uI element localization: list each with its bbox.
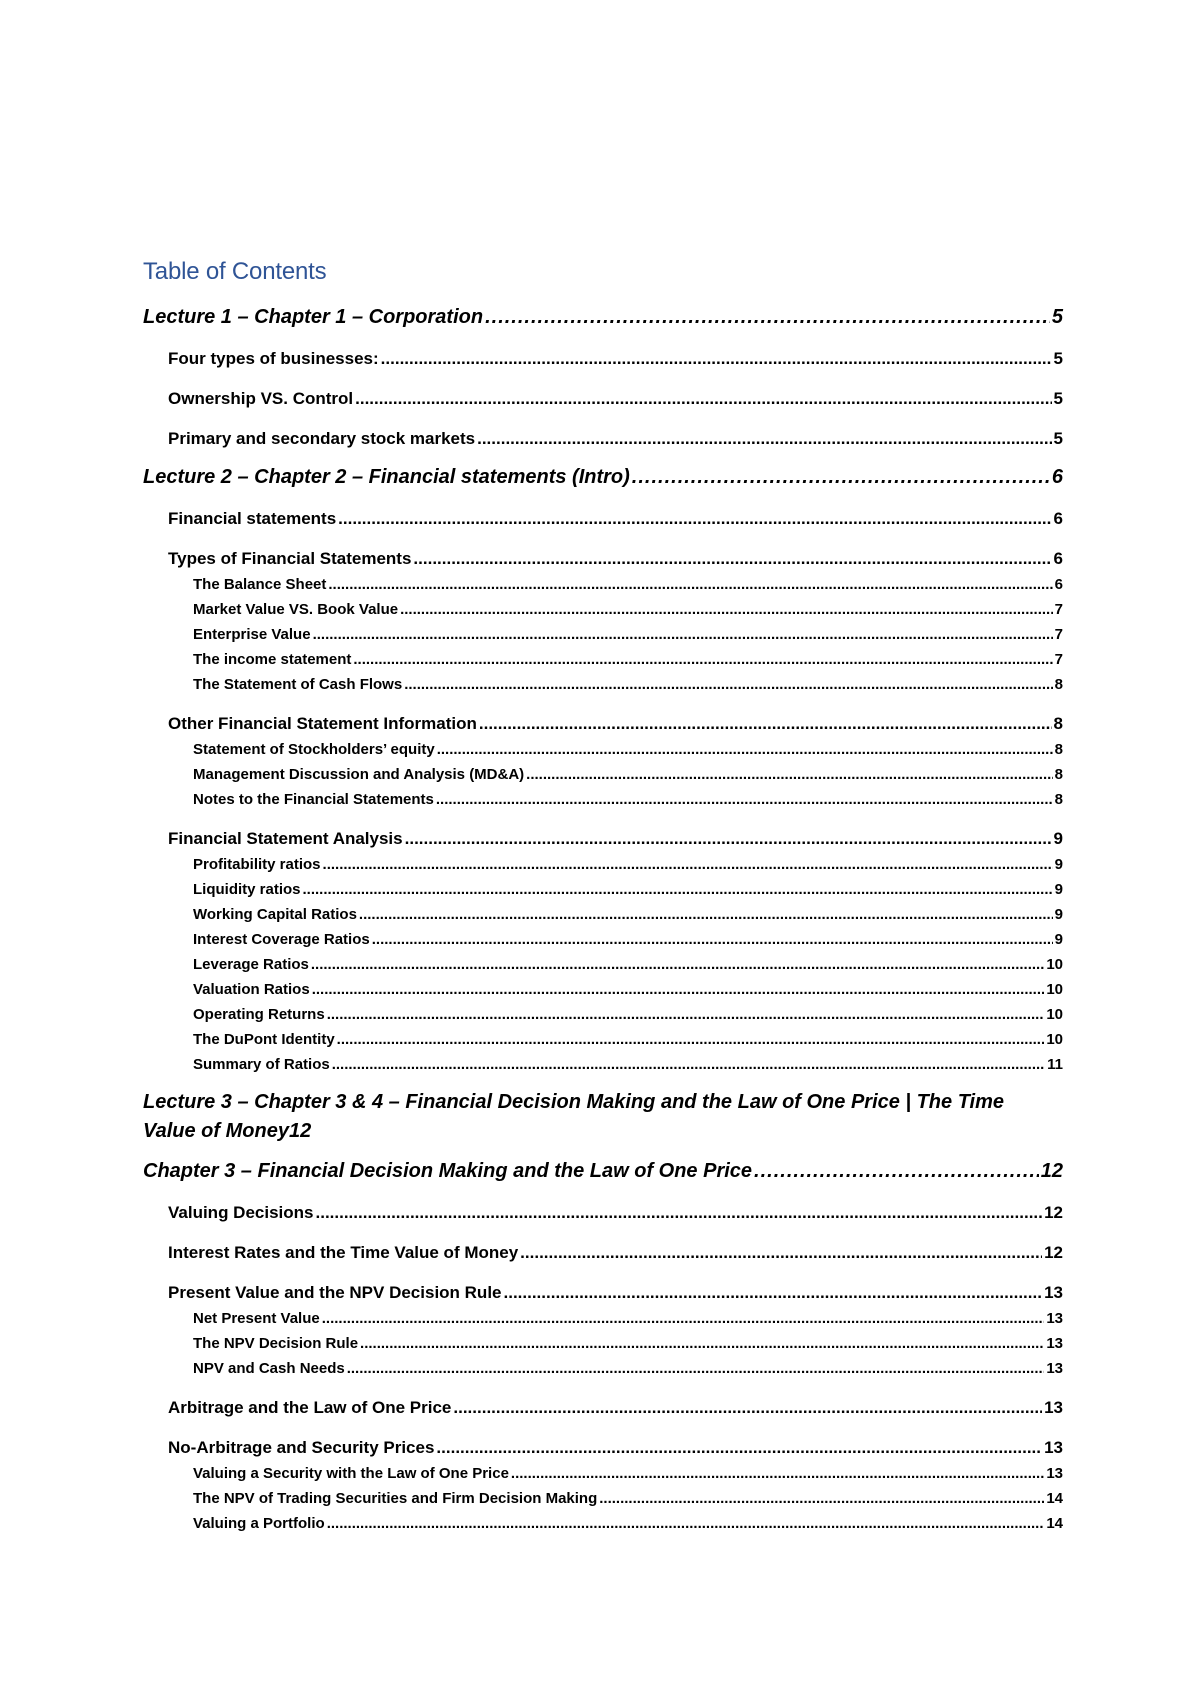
- dot-leader: [404, 672, 1052, 697]
- toc-page-number: 13: [1044, 1398, 1063, 1417]
- dot-leader: [485, 303, 1050, 332]
- toc-entry-text-continued: Value of Money: [143, 1120, 289, 1142]
- toc-entry-text: Financial Statement Analysis: [168, 829, 403, 848]
- toc-entry-valuing-decisions[interactable]: [168, 1200, 1063, 1226]
- toc-entry-text: The Balance Sheet: [193, 576, 327, 593]
- toc-entry-net-present-value[interactable]: [193, 1306, 1063, 1331]
- toc-page-number: 8: [1054, 791, 1063, 808]
- toc-entry-text: Operating Returns: [193, 1006, 325, 1023]
- dot-leader: [332, 1052, 1045, 1077]
- toc-page-number: 5: [1053, 429, 1063, 448]
- toc-entry-no-arbitrage[interactable]: [168, 1435, 1063, 1461]
- toc-entry-present-value[interactable]: [168, 1280, 1063, 1306]
- toc-entry-chapter-3[interactable]: [143, 1157, 1063, 1186]
- toc-page-number: 14: [1046, 1490, 1063, 1507]
- toc-page-number: 8: [1054, 741, 1063, 758]
- toc-page-number: 13: [1046, 1360, 1063, 1377]
- toc-entry-text: Liquidity ratios: [193, 881, 301, 898]
- toc-entry-text: The income statement: [193, 651, 352, 668]
- toc-page-number: 10: [1046, 956, 1063, 973]
- toc-entry-text: Working Capital Ratios: [193, 906, 357, 923]
- toc-page-number: 5: [1053, 389, 1063, 408]
- dot-leader: [338, 506, 1051, 532]
- dot-leader: [313, 622, 1053, 647]
- toc-entry-income-statement[interactable]: [193, 647, 1063, 672]
- toc-entry-lecture-1[interactable]: [143, 303, 1063, 332]
- dot-leader: [327, 1002, 1045, 1027]
- toc-entry-text: Chapter 3 – Financial Decision Making and the Law of One Price: [143, 1160, 753, 1182]
- toc-entry-dupont[interactable]: [193, 1027, 1063, 1052]
- toc-entry-other-info[interactable]: [168, 711, 1063, 737]
- toc-entry-text: Valuation Ratios: [193, 981, 310, 998]
- toc-entry-text: Enterprise Value: [193, 626, 311, 643]
- dot-leader: [437, 737, 1053, 762]
- toc-entry-working-capital[interactable]: [193, 902, 1063, 927]
- dot-leader: [327, 1511, 1045, 1536]
- toc-page-number: 13: [1046, 1465, 1063, 1482]
- dot-leader: [360, 1331, 1044, 1356]
- toc-entry-mdna[interactable]: [193, 762, 1063, 787]
- toc-page-number: 8: [1053, 714, 1063, 733]
- toc-page-number: 6: [1053, 509, 1063, 528]
- toc-entry-text: Interest Coverage Ratios: [193, 931, 370, 948]
- toc-page-number: 9: [1054, 881, 1063, 898]
- dot-leader: [337, 1027, 1045, 1052]
- dot-leader: [477, 426, 1051, 452]
- dot-leader: [453, 1395, 1042, 1421]
- dot-leader: [381, 346, 1052, 372]
- toc-entry-text: Ownership VS. Control: [168, 389, 354, 408]
- table-of-contents: [143, 258, 1063, 1536]
- dot-leader: [632, 463, 1050, 492]
- toc-entry-text: Market Value VS. Book Value: [193, 601, 399, 618]
- toc-entry-liquidity[interactable]: [193, 877, 1063, 902]
- toc-page-number: 5: [1053, 349, 1063, 368]
- toc-entry-ownership[interactable]: [168, 386, 1063, 412]
- toc-entry-text: The DuPont Identity: [193, 1031, 335, 1048]
- toc-entry-text: Valuing a Portfolio: [193, 1515, 325, 1532]
- toc-entry-arbitrage[interactable]: [168, 1395, 1063, 1421]
- toc-entry-npv-rule[interactable]: [193, 1331, 1063, 1356]
- toc-entry-text: Statement of Stockholders’ equity: [193, 741, 435, 758]
- toc-page-number: 5: [1051, 306, 1063, 328]
- toc-entry-valuing-portfolio[interactable]: [193, 1511, 1063, 1536]
- toc-page-number: 12: [288, 1120, 312, 1142]
- toc-entry-four-types[interactable]: [168, 346, 1063, 372]
- toc-page-number: 10: [1046, 981, 1063, 998]
- toc-entry-financial-statements[interactable]: [168, 506, 1063, 532]
- toc-page-number: 8: [1054, 766, 1063, 783]
- toc-page-number: 7: [1054, 601, 1063, 618]
- toc-page-number: 8: [1054, 676, 1063, 693]
- toc-entry-text: Other Financial Statement Information: [168, 714, 477, 733]
- toc-entry-text: Lecture 1 – Chapter 1 – Corporation: [143, 306, 484, 328]
- toc-entry-types-of-statements[interactable]: [168, 546, 1063, 572]
- toc-page-number: 9: [1054, 906, 1063, 923]
- toc-page-number: 12: [1044, 1243, 1063, 1262]
- toc-entry-profitability[interactable]: [193, 852, 1063, 877]
- toc-entry-text: Valuing Decisions: [168, 1203, 314, 1222]
- dot-leader: [311, 952, 1044, 977]
- toc-entry-text: Valuing a Security with the Law of One Price: [193, 1465, 509, 1482]
- toc-entry-valuation[interactable]: [193, 977, 1063, 1002]
- toc-entry-text: Lecture 3 – Chapter 3 & 4 – Financial Decision Making and the Law of One Price | The Time: [143, 1091, 1005, 1113]
- toc-entry-notes[interactable]: [193, 787, 1063, 812]
- toc-entry-valuing-security[interactable]: [193, 1461, 1063, 1486]
- toc-page-number: 12: [1040, 1160, 1063, 1182]
- dot-leader: [436, 1435, 1042, 1461]
- toc-entry-market-vs-book[interactable]: [193, 597, 1063, 622]
- dot-leader: [405, 826, 1052, 852]
- toc-entry-operating-returns[interactable]: [193, 1002, 1063, 1027]
- toc-page-number: 10: [1046, 1006, 1063, 1023]
- dot-leader: [599, 1486, 1044, 1511]
- dot-leader: [312, 977, 1045, 1002]
- toc-entry-text: Interest Rates and the Time Value of Money: [168, 1243, 519, 1262]
- toc-entry-text: Present Value and the NPV Decision Rule: [168, 1283, 502, 1302]
- toc-entry-text: Lecture 2 – Chapter 2 – Financial statements (Intro): [143, 466, 630, 488]
- dot-leader: [328, 572, 1052, 597]
- toc-entry-interest-rates[interactable]: [168, 1240, 1063, 1266]
- toc-entry-text: Leverage Ratios: [193, 956, 309, 973]
- toc-page-number: 9: [1053, 829, 1063, 848]
- toc-page-number: 7: [1054, 651, 1063, 668]
- toc-page-number: 9: [1054, 931, 1063, 948]
- toc-page-number: 13: [1046, 1310, 1063, 1327]
- dot-leader: [316, 1200, 1043, 1226]
- toc-entry-text: Summary of Ratios: [193, 1056, 330, 1073]
- dot-leader: [359, 902, 1053, 927]
- toc-entry-text: No-Arbitrage and Security Prices: [168, 1438, 435, 1457]
- toc-entry-text: Arbitrage and the Law of One Price: [168, 1398, 452, 1417]
- dot-leader: [400, 597, 1053, 622]
- dot-leader: [526, 762, 1052, 787]
- toc-entry-npv-cash-needs[interactable]: [193, 1356, 1063, 1381]
- toc-entry-interest-coverage[interactable]: [193, 927, 1063, 952]
- toc-entry-text: Types of Financial Statements: [168, 549, 412, 568]
- toc-page-number: 12: [1044, 1203, 1063, 1222]
- dot-leader: [347, 1356, 1045, 1381]
- dot-leader: [754, 1157, 1039, 1186]
- toc-entry-text: NPV and Cash Needs: [193, 1360, 345, 1377]
- toc-entry-enterprise-value[interactable]: [193, 622, 1063, 647]
- dot-leader: [322, 1306, 1045, 1331]
- toc-entry-text: Management Discussion and Analysis (MD&A): [193, 766, 525, 783]
- toc-entry-text: The Statement of Cash Flows: [193, 676, 403, 693]
- toc-entry-npv-trading[interactable]: [193, 1486, 1063, 1511]
- toc-entry-text: The NPV Decision Rule: [193, 1335, 359, 1352]
- toc-entry-text: Notes to the Financial Statements: [193, 791, 434, 808]
- dot-leader: [372, 927, 1053, 952]
- toc-entry-cash-flows[interactable]: [193, 672, 1063, 697]
- toc-page-number: 6: [1053, 549, 1063, 568]
- toc-page-number: 11: [1047, 1056, 1063, 1073]
- toc-entry-leverage[interactable]: [193, 952, 1063, 977]
- dot-leader: [353, 647, 1052, 672]
- dot-leader: [511, 1461, 1044, 1486]
- toc-page-number: 6: [1054, 576, 1063, 593]
- dot-leader: [479, 711, 1052, 737]
- toc-entry-stockholders-equity[interactable]: [193, 737, 1063, 762]
- toc-entry-balance-sheet[interactable]: [193, 572, 1063, 597]
- dot-leader: [355, 386, 1051, 412]
- toc-entry-text: Net Present Value: [193, 1310, 320, 1327]
- toc-heading: Table of Contents: [143, 258, 327, 285]
- toc-entry-lecture-2[interactable]: [143, 463, 1063, 492]
- dot-leader: [413, 546, 1051, 572]
- dot-leader: [323, 852, 1053, 877]
- toc-entry-lecture-3[interactable]: [143, 1088, 1063, 1146]
- dot-leader: [520, 1240, 1042, 1266]
- toc-entry-statement-analysis[interactable]: [168, 826, 1063, 852]
- toc-entry-text: Four types of businesses:: [168, 349, 379, 368]
- dot-leader: [436, 787, 1053, 812]
- toc-entry-text: Financial statements: [168, 509, 337, 528]
- toc-page-number: 9: [1054, 856, 1063, 873]
- toc-page-number: 10: [1046, 1031, 1063, 1048]
- toc-page-number: 6: [1051, 466, 1063, 488]
- toc-page-number: 13: [1044, 1283, 1063, 1302]
- toc-entry-text: The NPV of Trading Securities and Firm Decision Making: [193, 1490, 598, 1507]
- toc-entry-text: Profitability ratios: [193, 856, 321, 873]
- toc-page-number: 7: [1054, 626, 1063, 643]
- dot-leader: [303, 877, 1053, 902]
- toc-entry-stock-markets[interactable]: [168, 426, 1063, 452]
- toc-page-number: 13: [1046, 1335, 1063, 1352]
- toc-page-number: 14: [1046, 1515, 1063, 1532]
- toc-page-number: 13: [1044, 1438, 1063, 1457]
- dot-leader: [504, 1280, 1043, 1306]
- toc-entry-text: Primary and secondary stock markets: [168, 429, 476, 448]
- toc-entry-summary-ratios[interactable]: [193, 1052, 1063, 1077]
